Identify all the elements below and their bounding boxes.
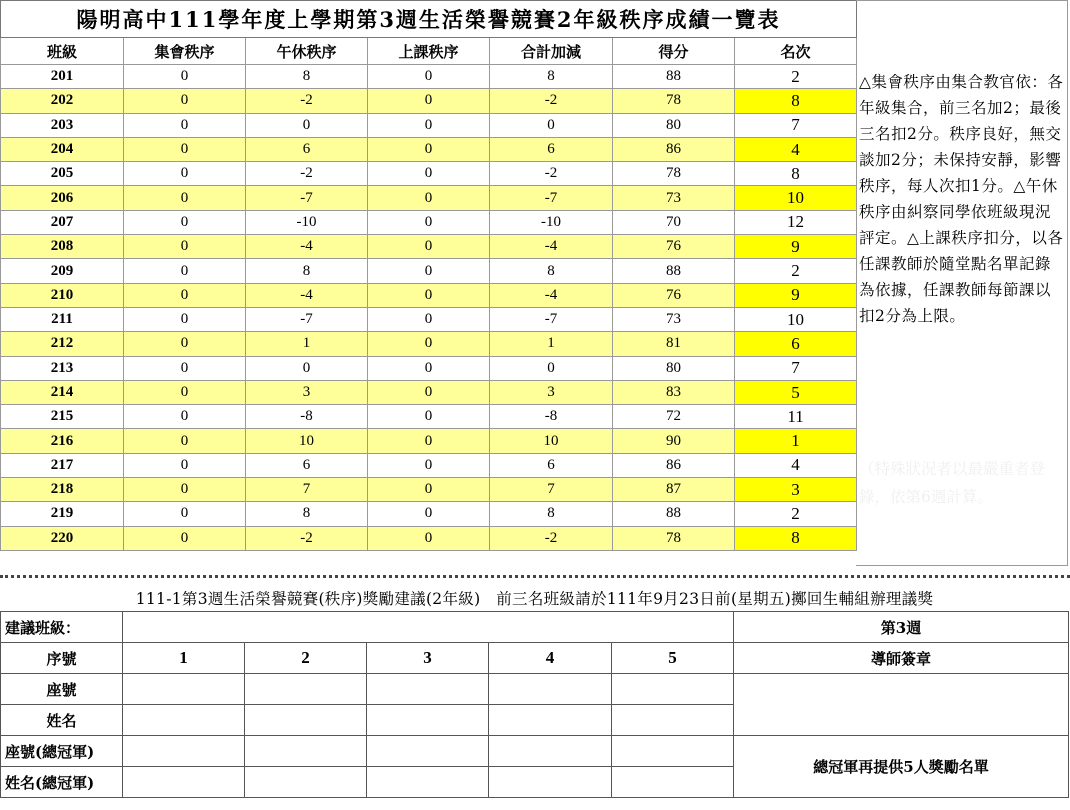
assembly-cell: 0 — [124, 453, 246, 477]
seat-cell[interactable] — [245, 674, 367, 705]
table-row — [1, 332, 857, 356]
assembly-cell: 0 — [124, 186, 246, 210]
assembly-cell: 0 — [124, 429, 246, 453]
class-cell: 208 — [1, 235, 124, 259]
total-cell: 1 — [490, 332, 613, 356]
table-row — [1, 235, 857, 259]
seq-2: 2 — [245, 643, 367, 674]
rank-cell: 5 — [735, 380, 857, 404]
champ-name-label: 姓名(總冠軍) — [1, 767, 123, 798]
champ-name-cell[interactable] — [489, 767, 612, 798]
champ-name-cell[interactable] — [123, 767, 245, 798]
class-cell: 210 — [1, 283, 124, 307]
rank-cell: 2 — [735, 259, 857, 283]
class-order-cell: 0 — [368, 235, 490, 259]
caption-row — [1, 585, 1069, 612]
suggest-label: 建議班級： — [1, 612, 123, 643]
score-cell: 80 — [613, 113, 735, 137]
class-cell: 212 — [1, 332, 124, 356]
assembly-cell: 0 — [124, 162, 246, 186]
table-row — [1, 405, 857, 429]
award-suggestion-table — [0, 585, 1069, 798]
class-order-cell: 0 — [368, 502, 490, 526]
seat-cell[interactable] — [612, 674, 734, 705]
class-order-cell: 0 — [368, 89, 490, 113]
assembly-cell: 0 — [124, 332, 246, 356]
title-row — [1, 1, 857, 38]
score-cell: 76 — [613, 235, 735, 259]
seat-row — [1, 674, 1069, 705]
table-row — [1, 429, 857, 453]
rank-cell: 4 — [735, 137, 857, 161]
score-cell: 78 — [613, 89, 735, 113]
name-cell[interactable] — [367, 705, 489, 736]
class-order-cell: 0 — [368, 405, 490, 429]
rank-cell: 10 — [735, 307, 857, 331]
notes-text: △集會秩序由集合教官依：各年級集合，前三名加2；最後三名扣2分。秩序良好，無交談加2分；未保持安靜，影響秩序，每人次扣1分。△午休秩序由糾察同學依班級現況評定。△上課秩序扣分，以各任課教師於隨堂點名單記錄為依據，任課教師每節課以扣2分為上限。 — [859, 73, 1064, 325]
champ-name-cell[interactable] — [245, 767, 367, 798]
assembly-cell: 0 — [124, 259, 246, 283]
score-cell: 88 — [613, 65, 735, 89]
champ-seat-cell[interactable] — [367, 736, 489, 767]
notes-panel — [856, 0, 1068, 566]
nap-cell: -2 — [246, 89, 368, 113]
champ-seat-cell[interactable] — [489, 736, 612, 767]
total-cell: 8 — [490, 65, 613, 89]
nap-cell: 3 — [246, 380, 368, 404]
champ-name-cell[interactable] — [367, 767, 489, 798]
assembly-cell: 0 — [124, 478, 246, 502]
nap-cell: 8 — [246, 259, 368, 283]
header-class: 班級 — [1, 38, 124, 65]
score-cell: 81 — [613, 332, 735, 356]
score-cell: 73 — [613, 186, 735, 210]
total-cell: 8 — [490, 502, 613, 526]
header-row — [1, 38, 857, 65]
seq-row — [1, 643, 1069, 674]
notes-faint-text: （特殊狀況者以最嚴重者登錄，依第6週計算。 — [859, 460, 1046, 506]
nap-cell: 8 — [246, 502, 368, 526]
class-order-cell: 0 — [368, 210, 490, 234]
total-cell: 0 — [490, 113, 613, 137]
assembly-cell: 0 — [124, 210, 246, 234]
class-order-cell: 0 — [368, 259, 490, 283]
class-order-cell: 0 — [368, 478, 490, 502]
nap-cell: 0 — [246, 113, 368, 137]
class-cell: 206 — [1, 186, 124, 210]
class-cell: 218 — [1, 478, 124, 502]
table-row — [1, 380, 857, 404]
champ-seat-cell[interactable] — [612, 736, 734, 767]
table-row — [1, 356, 857, 380]
total-cell: -2 — [490, 162, 613, 186]
nap-cell: 1 — [246, 332, 368, 356]
class-order-cell: 0 — [368, 332, 490, 356]
assembly-cell: 0 — [124, 235, 246, 259]
class-order-cell: 0 — [368, 429, 490, 453]
assembly-cell: 0 — [124, 307, 246, 331]
assembly-cell: 0 — [124, 137, 246, 161]
score-cell: 80 — [613, 356, 735, 380]
nap-cell: -2 — [246, 526, 368, 550]
class-cell: 211 — [1, 307, 124, 331]
class-cell: 219 — [1, 502, 124, 526]
assembly-cell: 0 — [124, 405, 246, 429]
assembly-cell: 0 — [124, 283, 246, 307]
total-cell: 0 — [490, 356, 613, 380]
assembly-cell: 0 — [124, 65, 246, 89]
rank-cell: 8 — [735, 162, 857, 186]
seat-cell[interactable] — [123, 674, 245, 705]
champ-seat-row — [1, 736, 1069, 767]
rank-cell: 9 — [735, 283, 857, 307]
class-order-cell: 0 — [368, 356, 490, 380]
rank-cell: 8 — [735, 526, 857, 550]
champ-name-cell[interactable] — [612, 767, 734, 798]
rank-cell: 8 — [735, 89, 857, 113]
rank-cell: 6 — [735, 332, 857, 356]
teacher-sign-label: 導師簽章 — [734, 643, 1069, 674]
rank-cell: 10 — [735, 186, 857, 210]
seq-4: 4 — [489, 643, 612, 674]
score-cell: 78 — [613, 162, 735, 186]
table-row — [1, 307, 857, 331]
total-cell: -2 — [490, 89, 613, 113]
class-cell: 205 — [1, 162, 124, 186]
score-cell: 86 — [613, 137, 735, 161]
total-cell: 6 — [490, 453, 613, 477]
table-row — [1, 113, 857, 137]
score-cell: 83 — [613, 380, 735, 404]
seat-cell[interactable] — [489, 674, 612, 705]
total-cell: 6 — [490, 137, 613, 161]
class-cell: 203 — [1, 113, 124, 137]
name-cell[interactable] — [489, 705, 612, 736]
teacher-sign-field[interactable] — [734, 674, 1069, 736]
class-order-cell: 0 — [368, 283, 490, 307]
score-cell: 72 — [613, 405, 735, 429]
score-cell: 73 — [613, 307, 735, 331]
table-row — [1, 186, 857, 210]
class-cell: 202 — [1, 89, 124, 113]
assembly-cell: 0 — [124, 89, 246, 113]
class-cell: 214 — [1, 380, 124, 404]
class-cell: 204 — [1, 137, 124, 161]
class-order-cell: 0 — [368, 113, 490, 137]
name-cell[interactable] — [123, 705, 245, 736]
seq-3: 3 — [367, 643, 489, 674]
table-row — [1, 162, 857, 186]
table-row — [1, 137, 857, 161]
nap-cell: 0 — [246, 356, 368, 380]
award-caption: 111-1第3週生活榮譽競賽(秩序)獎勵建議(2年級) 前三名班級請於111年9月23日前(星期五)擲回生輔組辦理議獎 — [1, 585, 1069, 612]
rank-cell: 2 — [735, 65, 857, 89]
nap-cell: -4 — [246, 283, 368, 307]
seat-cell[interactable] — [367, 674, 489, 705]
name-cell[interactable] — [612, 705, 734, 736]
class-cell: 209 — [1, 259, 124, 283]
nap-cell: -4 — [246, 235, 368, 259]
score-cell: 86 — [613, 453, 735, 477]
header-nap: 午休秩序 — [246, 38, 368, 65]
total-cell: 3 — [490, 380, 613, 404]
seq-label: 序號 — [1, 643, 123, 674]
rank-cell: 4 — [735, 453, 857, 477]
total-cell: -8 — [490, 405, 613, 429]
class-cell: 201 — [1, 65, 124, 89]
class-order-cell: 0 — [368, 186, 490, 210]
class-cell: 207 — [1, 210, 124, 234]
champ-seat-label: 座號(總冠軍) — [1, 736, 123, 767]
table-row — [1, 65, 857, 89]
name-label: 姓名 — [1, 705, 123, 736]
total-cell: -7 — [490, 307, 613, 331]
rank-cell: 1 — [735, 429, 857, 453]
total-cell: -2 — [490, 526, 613, 550]
total-cell: 7 — [490, 478, 613, 502]
assembly-cell: 0 — [124, 380, 246, 404]
total-cell: -4 — [490, 235, 613, 259]
score-cell: 70 — [613, 210, 735, 234]
rank-cell: 7 — [735, 356, 857, 380]
table-row — [1, 478, 857, 502]
assembly-cell: 0 — [124, 113, 246, 137]
class-cell: 215 — [1, 405, 124, 429]
score-cell: 76 — [613, 283, 735, 307]
class-order-cell: 0 — [368, 526, 490, 550]
nap-cell: -7 — [246, 307, 368, 331]
rank-cell: 2 — [735, 502, 857, 526]
score-cell: 90 — [613, 429, 735, 453]
rank-cell: 12 — [735, 210, 857, 234]
assembly-cell: 0 — [124, 526, 246, 550]
nap-cell: -8 — [246, 405, 368, 429]
table-row — [1, 259, 857, 283]
champ-note: 總冠軍再提供5人獎勵名單 — [734, 736, 1069, 798]
table-row — [1, 502, 857, 526]
header-rank: 名次 — [735, 38, 857, 65]
total-cell: 10 — [490, 429, 613, 453]
name-cell[interactable] — [245, 705, 367, 736]
dotted-separator — [0, 575, 1070, 578]
class-order-cell: 0 — [368, 162, 490, 186]
week-label: 第3週 — [734, 612, 1069, 643]
seat-label: 座號 — [1, 674, 123, 705]
page-title: 陽明高中111學年度上學期第3週生活榮譽競賽2年級秩序成績一覽表 — [1, 1, 857, 38]
rank-cell: 9 — [735, 235, 857, 259]
table-row — [1, 283, 857, 307]
header-total: 合計加減 — [490, 38, 613, 65]
header-score: 得分 — [613, 38, 735, 65]
score-cell: 78 — [613, 526, 735, 550]
class-cell: 216 — [1, 429, 124, 453]
class-order-cell: 0 — [368, 65, 490, 89]
class-cell: 213 — [1, 356, 124, 380]
score-cell: 88 — [613, 502, 735, 526]
champ-seat-cell[interactable] — [123, 736, 245, 767]
class-order-cell: 0 — [368, 307, 490, 331]
rank-cell: 7 — [735, 113, 857, 137]
assembly-cell: 0 — [124, 356, 246, 380]
class-order-cell: 0 — [368, 453, 490, 477]
class-cell: 220 — [1, 526, 124, 550]
table-row — [1, 210, 857, 234]
class-order-cell: 0 — [368, 380, 490, 404]
nap-cell: 6 — [246, 453, 368, 477]
total-cell: 8 — [490, 259, 613, 283]
header-assembly: 集會秩序 — [124, 38, 246, 65]
seq-5: 5 — [612, 643, 734, 674]
table-row — [1, 453, 857, 477]
table-row — [1, 89, 857, 113]
assembly-cell: 0 — [124, 502, 246, 526]
total-cell: -7 — [490, 186, 613, 210]
score-cell: 87 — [613, 478, 735, 502]
seq-1: 1 — [123, 643, 245, 674]
nap-cell: 6 — [246, 137, 368, 161]
champ-seat-cell[interactable] — [245, 736, 367, 767]
class-cell: 217 — [1, 453, 124, 477]
class-order-cell: 0 — [368, 137, 490, 161]
suggest-field[interactable] — [123, 612, 734, 643]
nap-cell: 8 — [246, 65, 368, 89]
score-cell: 88 — [613, 259, 735, 283]
table-row — [1, 526, 857, 550]
nap-cell: -2 — [246, 162, 368, 186]
rank-cell: 11 — [735, 405, 857, 429]
nap-cell: 7 — [246, 478, 368, 502]
rank-cell: 3 — [735, 478, 857, 502]
total-cell: -10 — [490, 210, 613, 234]
nap-cell: -10 — [246, 210, 368, 234]
nap-cell: 10 — [246, 429, 368, 453]
nap-cell: -7 — [246, 186, 368, 210]
total-cell: -4 — [490, 283, 613, 307]
header-class-order: 上課秩序 — [368, 38, 490, 65]
suggest-row — [1, 612, 1069, 643]
